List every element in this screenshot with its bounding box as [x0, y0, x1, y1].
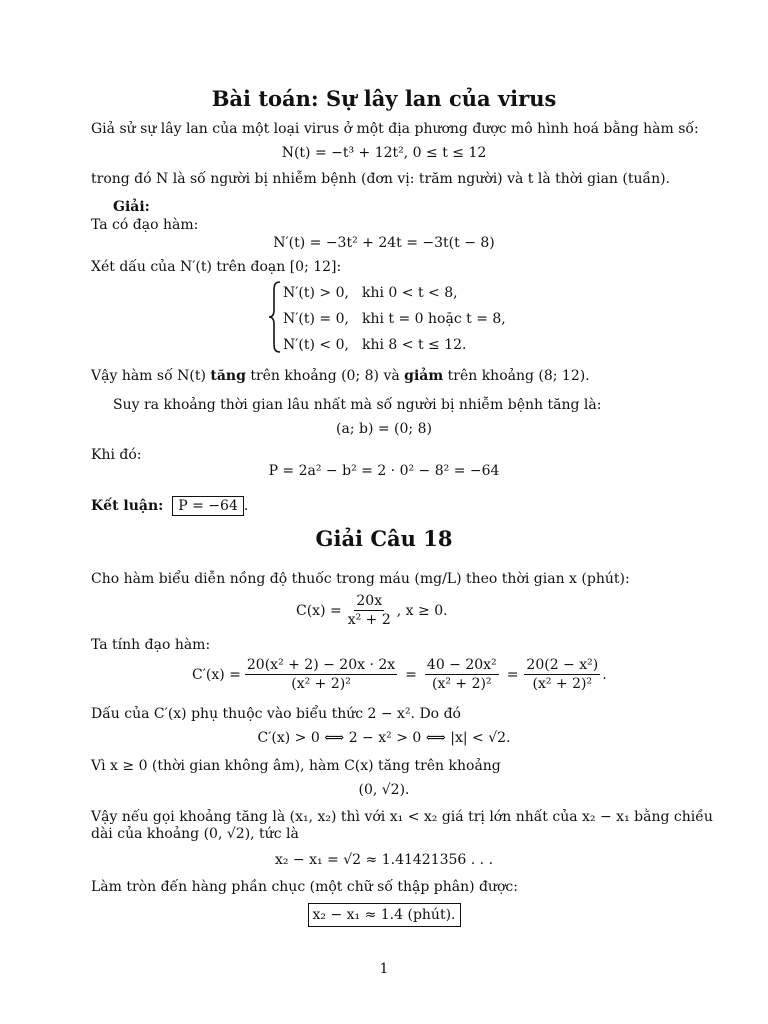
- problem-title: Bài toán: Sự lây lan của virus: [211, 86, 557, 111]
- case-1-when: khi 0 < t < 8,: [362, 285, 458, 301]
- derivative-intro: Ta có đạo hàm:: [91, 217, 199, 233]
- c-derivative: [192, 656, 607, 693]
- conclusion: [91, 497, 248, 515]
- derivative-formula: N′(t) = −3t² + 24t = −3t(t − 8): [273, 235, 495, 251]
- case-3-when: khi 8 < t ≤ 12.: [362, 337, 467, 353]
- problem-formula: N(t) = −t³ + 12t², 0 ≤ t ≤ 12: [281, 145, 487, 161]
- d-period: .: [602, 666, 607, 683]
- mono-suffix: trên khoảng (8; 12).: [443, 368, 590, 384]
- d-fraction-1: [245, 656, 397, 693]
- mono-increase: tăng: [210, 368, 246, 384]
- q18-title: Giải Câu 18: [315, 526, 453, 551]
- problem-intro: Giả sử sự lây lan của một loại virus ở một địa phương được mô hình hoá bằng hàm số:: [91, 121, 699, 137]
- cases-brace: [268, 280, 282, 354]
- c-numerator: 20x: [356, 593, 383, 609]
- q18-intro: Cho hàm biểu diễn nồng độ thuốc trong máu (mg/L) theo thời gian x (phút):: [91, 571, 630, 587]
- round-text: Làm tròn đến hàng phần chục (một chữ số thập phân) được:: [91, 879, 518, 895]
- c-denominator: x² + 2: [347, 612, 391, 628]
- final-answer-wrap: [0, 906, 768, 924]
- d-fraction-2: [425, 656, 499, 693]
- increase-interval: (0, √2).: [358, 782, 410, 798]
- interval-formula: (a; b) = (0; 8): [336, 421, 432, 437]
- case-2-when: khi t = 0 hoặc t = 8,: [362, 311, 506, 327]
- call-line-2: dài của khoảng (0, √2), tức là: [91, 826, 299, 842]
- case-3-cond: N′(t) < 0,: [283, 337, 349, 353]
- then-label: Khi đó:: [91, 447, 142, 463]
- c-function: [296, 592, 448, 629]
- d-numerator-3: 20(2 − x²): [526, 657, 599, 673]
- mono-prefix: Vậy hàm số N(t): [91, 368, 211, 384]
- d-denominator-1: (x² + 2)²: [291, 676, 351, 692]
- equivalence: C′(x) > 0 ⟺ 2 − x² > 0 ⟺ |x| < √2.: [257, 730, 511, 746]
- call-line-1: Vậy nếu gọi khoảng tăng là (x₁, x₂) thì với x₁ < x₂ giá trị lớn nhất của x₂ − x₁ bằng chiều: [91, 809, 713, 825]
- conclusion-box: P = −64: [172, 496, 244, 516]
- conclusion-label: Kết luận:: [91, 498, 164, 514]
- mono-decrease: giảm: [404, 368, 444, 384]
- monotonic-statement: [91, 367, 590, 385]
- d-fraction-3: [524, 656, 600, 693]
- since-text: Vì x ≥ 0 (thời gian không âm), hàm C(x) tăng trên khoảng: [91, 758, 501, 774]
- mono-mid: trên khoảng (0; 8) và: [245, 368, 405, 384]
- equals-sign-2: =: [506, 666, 519, 683]
- c-rest: , x ≥ 0.: [396, 602, 448, 619]
- sign-intro: Xét dấu của N′(t) trên đoạn [0; 12]:: [91, 259, 342, 275]
- sign-text: Dấu của C′(x) phụ thuộc vào biểu thức 2 − x². Do đó: [91, 706, 461, 722]
- solution-label: Giải:: [113, 199, 150, 215]
- case-2-cond: N′(t) = 0,: [283, 311, 349, 327]
- c-lhs: C(x) =: [296, 602, 342, 619]
- d-numerator-1: 20(x² + 2) − 20x · 2x: [246, 657, 396, 673]
- d-numerator-2: 40 − 20x²: [426, 657, 497, 673]
- p-calculation: P = 2a² − b² = 2 · 0² − 8² = −64: [268, 463, 500, 479]
- c-fraction: [346, 592, 393, 629]
- left-brace-icon: [268, 280, 282, 354]
- d-denominator-3: (x² + 2)²: [532, 676, 593, 692]
- d-lhs: C′(x) =: [192, 666, 241, 683]
- longest-interval-text: Suy ra khoảng thời gian lâu nhất mà số người bị nhiễm bệnh tăng là:: [113, 397, 602, 413]
- d-denominator-2: (x² + 2)²: [432, 676, 492, 692]
- equals-sign-1: =: [405, 666, 417, 683]
- page-number: 1: [379, 961, 389, 977]
- case-1-cond: N′(t) > 0,: [283, 285, 349, 301]
- final-answer-box: x₂ − x₁ ≈ 1.4 (phút).: [308, 903, 461, 927]
- q18-deriv-intro: Ta tính đạo hàm:: [91, 637, 211, 653]
- problem-explanation: trong đó N là số người bị nhiễm bệnh (đơn vị: trăm người) và t là thời gian (tuần).: [91, 171, 671, 187]
- difference: x₂ − x₁ = √2 ≈ 1.41421356 . . .: [274, 852, 494, 868]
- conclusion-end: .: [243, 498, 249, 514]
